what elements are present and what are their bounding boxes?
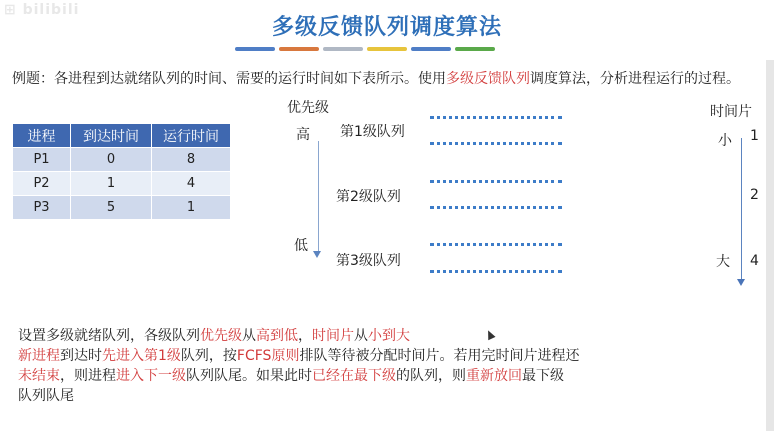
timeslice-value-2: 2 bbox=[750, 187, 759, 203]
timeslice-label: 时间片 bbox=[710, 104, 752, 120]
rule-highlight: 进入下一级 bbox=[116, 368, 186, 384]
queue-1-slot bbox=[430, 142, 562, 145]
queue-level-2-label: 第2级队列 bbox=[336, 189, 401, 205]
priority-arrow-line bbox=[318, 141, 319, 254]
table-cell: 0 bbox=[71, 148, 152, 172]
rule-text: 最下级 bbox=[522, 368, 564, 384]
timeslice-value-1: 1 bbox=[750, 128, 759, 144]
table-cell: 4 bbox=[152, 172, 231, 196]
title-stripe bbox=[411, 47, 451, 51]
priority-low-label: 低 bbox=[294, 238, 308, 254]
table-cell: P2 bbox=[13, 172, 71, 196]
table-cell: 1 bbox=[71, 172, 152, 196]
queue-2-slot bbox=[430, 180, 562, 183]
title-stripe bbox=[455, 47, 495, 51]
intro-text-1: 例题：各进程到达就绪队列的时间、需要的运行时间如下表所示。使用 bbox=[12, 71, 446, 87]
title-stripe bbox=[367, 47, 407, 51]
rules-paragraph bbox=[18, 326, 678, 406]
rule-text: 队列，按 bbox=[180, 348, 237, 364]
rule-highlight: FCFS原则 bbox=[236, 348, 300, 364]
queue-2-slot bbox=[430, 206, 562, 209]
title-stripe bbox=[279, 47, 319, 51]
timeslice-small-label: 小 bbox=[718, 133, 732, 149]
rule-text: 排队等待被分配时间片。若用完时间片进程还 bbox=[299, 348, 580, 364]
queue-level-3-label: 第3级队列 bbox=[336, 253, 401, 269]
queue-3-slot bbox=[430, 243, 562, 246]
intro-text-2: 调度算法，分析进程运行的过程。 bbox=[530, 71, 740, 87]
rule-highlight: 未结束 bbox=[18, 368, 60, 384]
table-row bbox=[13, 196, 231, 220]
rule-highlight: 已经在最下级 bbox=[312, 368, 396, 384]
timeslice-large-label: 大 bbox=[716, 254, 730, 270]
queue-1-slot bbox=[430, 116, 562, 119]
rule-text: 从 bbox=[354, 328, 368, 344]
queue-3-slot bbox=[430, 270, 562, 273]
timeslice-value-3: 4 bbox=[750, 253, 759, 269]
rule-highlight: 新进程 bbox=[18, 348, 60, 364]
process-table bbox=[12, 123, 231, 220]
rule-text: 队列队尾。如果此时 bbox=[186, 368, 312, 384]
title-underline bbox=[235, 47, 495, 51]
intro-paragraph bbox=[12, 68, 752, 90]
table-cell: 8 bbox=[152, 148, 231, 172]
table-header-process: 进程 bbox=[13, 124, 71, 148]
slide-title: 多级反馈队列调度算法 bbox=[271, 15, 502, 40]
rule-text: 设置多级就绪队列，各级队列 bbox=[18, 328, 200, 344]
rule-highlight: 时间片 bbox=[312, 328, 354, 344]
right-edge-strip bbox=[766, 60, 774, 431]
table-row bbox=[13, 172, 231, 196]
intro-highlight: 多级反馈队列 bbox=[446, 71, 530, 87]
priority-label: 优先级 bbox=[287, 100, 329, 116]
watermark-logo: ⊞ bilibili bbox=[4, 2, 80, 18]
rule-text: 到达时 bbox=[60, 348, 102, 364]
rule-text: 队列队尾 bbox=[18, 388, 74, 404]
rule-highlight: 重新放回 bbox=[466, 368, 522, 384]
table-header-arrival: 到达时间 bbox=[71, 124, 152, 148]
table-cell: P3 bbox=[13, 196, 71, 220]
priority-high-label: 高 bbox=[296, 127, 310, 143]
rule-text: 从 bbox=[242, 328, 256, 344]
table-header-runtime: 运行时间 bbox=[152, 124, 231, 148]
table-cell: P1 bbox=[13, 148, 71, 172]
rule-highlight: 先进入第1级 bbox=[102, 348, 181, 364]
title-stripe bbox=[323, 47, 363, 51]
table-cell: 5 bbox=[71, 196, 152, 220]
rule-text: 的队列，则 bbox=[396, 368, 466, 384]
table-row bbox=[13, 148, 231, 172]
priority-arrow-head bbox=[313, 251, 321, 258]
rule-text: ，则进程 bbox=[60, 368, 116, 384]
rule-highlight: 小到大 bbox=[368, 328, 410, 344]
timeslice-arrow-line bbox=[741, 138, 742, 281]
rule-text: ， bbox=[298, 328, 312, 344]
queue-level-1-label: 第1级队列 bbox=[340, 124, 405, 140]
timeslice-arrow-head bbox=[737, 279, 745, 286]
rule-highlight: 优先级 bbox=[200, 328, 242, 344]
title-stripe bbox=[235, 47, 275, 51]
table-cell: 1 bbox=[152, 196, 231, 220]
rule-highlight: 高到低 bbox=[256, 328, 298, 344]
